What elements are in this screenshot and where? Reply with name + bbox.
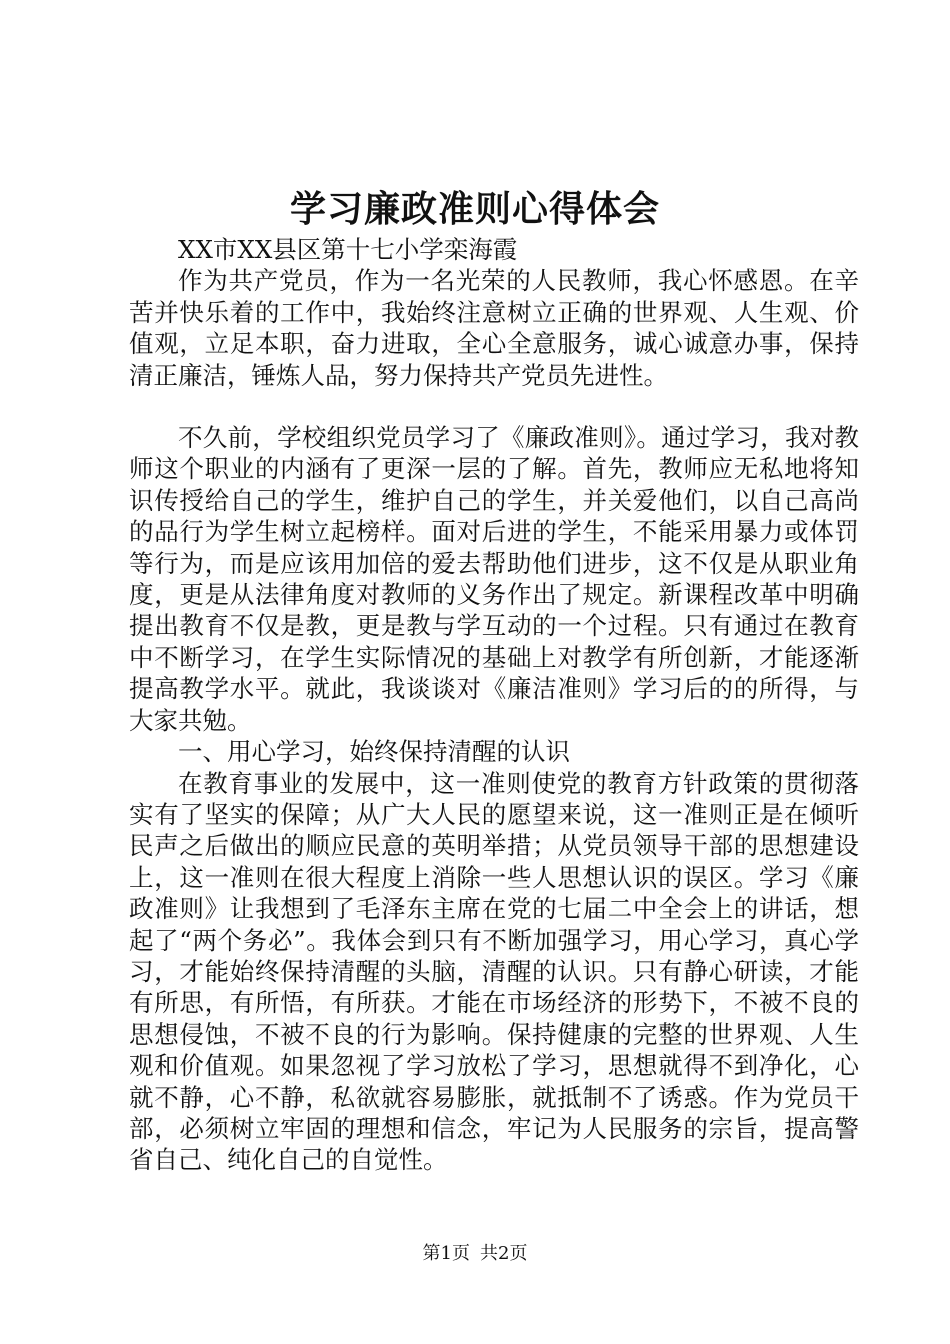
paragraph: 作为共产党员，作为一名光荣的人民教师，我心怀感恩。在辛苦并快乐着的工作中，我始终注意树立正确的世界观、人生观、价值观，立足本职，奋力进取，全心全意服务，诚心诚意办事，保持清正廉洁，锤炼人品，努力保持共产党员先进性。 xyxy=(129,266,859,390)
paragraph: 在教育事业的发展中，这一准则使党的教育方针政策的贯彻落实有了坚实的保障；从广大人民的愿望来说，这一准则正是在倾听民声之后做出的顺应民意的英明举措；从党员领导干部的思想建设上，这一准则在很大程度上消除一些人思想认识的误区。学习《廉政准则》让我想到了毛泽东主席在党的七届二中全会上的讲话，想起了“两个务必”。我体会到只有不断加强学习，用心学习，真心学习，才能始终保持清醒的头脑，清醒的认识。只有静心研读，才能有所思，有所悟，有所获。才能在市场经济的形势下，不被不良的思想侵蚀，不被不良的行为影响。保持健康的完整的世界观、人生观和价值观。如果忽视了学习放松了学习，思想就得不到净化，心就不静，心不静，私欲就容易膨胀，就抵制不了诱惑。作为党员干部，必须树立牢固的理想和信念，牢记为人民服务的宗旨，提高警省自己、纯化自己的自觉性。 xyxy=(129,768,859,1175)
page-number: 第1页 xyxy=(422,1243,470,1264)
page-footer xyxy=(0,1242,950,1266)
document-title: 学习廉政准则心得体会 xyxy=(289,188,660,230)
document-body xyxy=(129,234,859,1176)
paragraph: 不久前，学校组织党员学习了《廉政准则》。通过学习，我对教师这个职业的内涵有了更深一层的了解。首先，教师应无私地将知识传授给自己的学生，维护自己的学生，并关爱他们，以自己高尚的品行为学生树立起榜样。面对后进的学生，不能采用暴力或体罚等行为，而是应该用加倍的爱去帮助他们进步，这不仅是从职业角度，更是从法律角度对教师的义务作出了规定。新课程改革中明确提出教育不仅是教，更是教与学互动的一个过程。只有通过在教育中不断学习，在学生实际情况的基础上对教学有所创新，才能逐渐提高教学水平。就此，我谈谈对《廉洁准则》学习后的的所得，与大家共勉。 xyxy=(129,423,859,735)
section-heading: 一、用心学习，始终保持清醒的认识 xyxy=(178,737,570,767)
page-total: 共2页 xyxy=(480,1243,528,1264)
author-line: XX市XX县区第十七小学栾海霞 xyxy=(178,235,518,264)
